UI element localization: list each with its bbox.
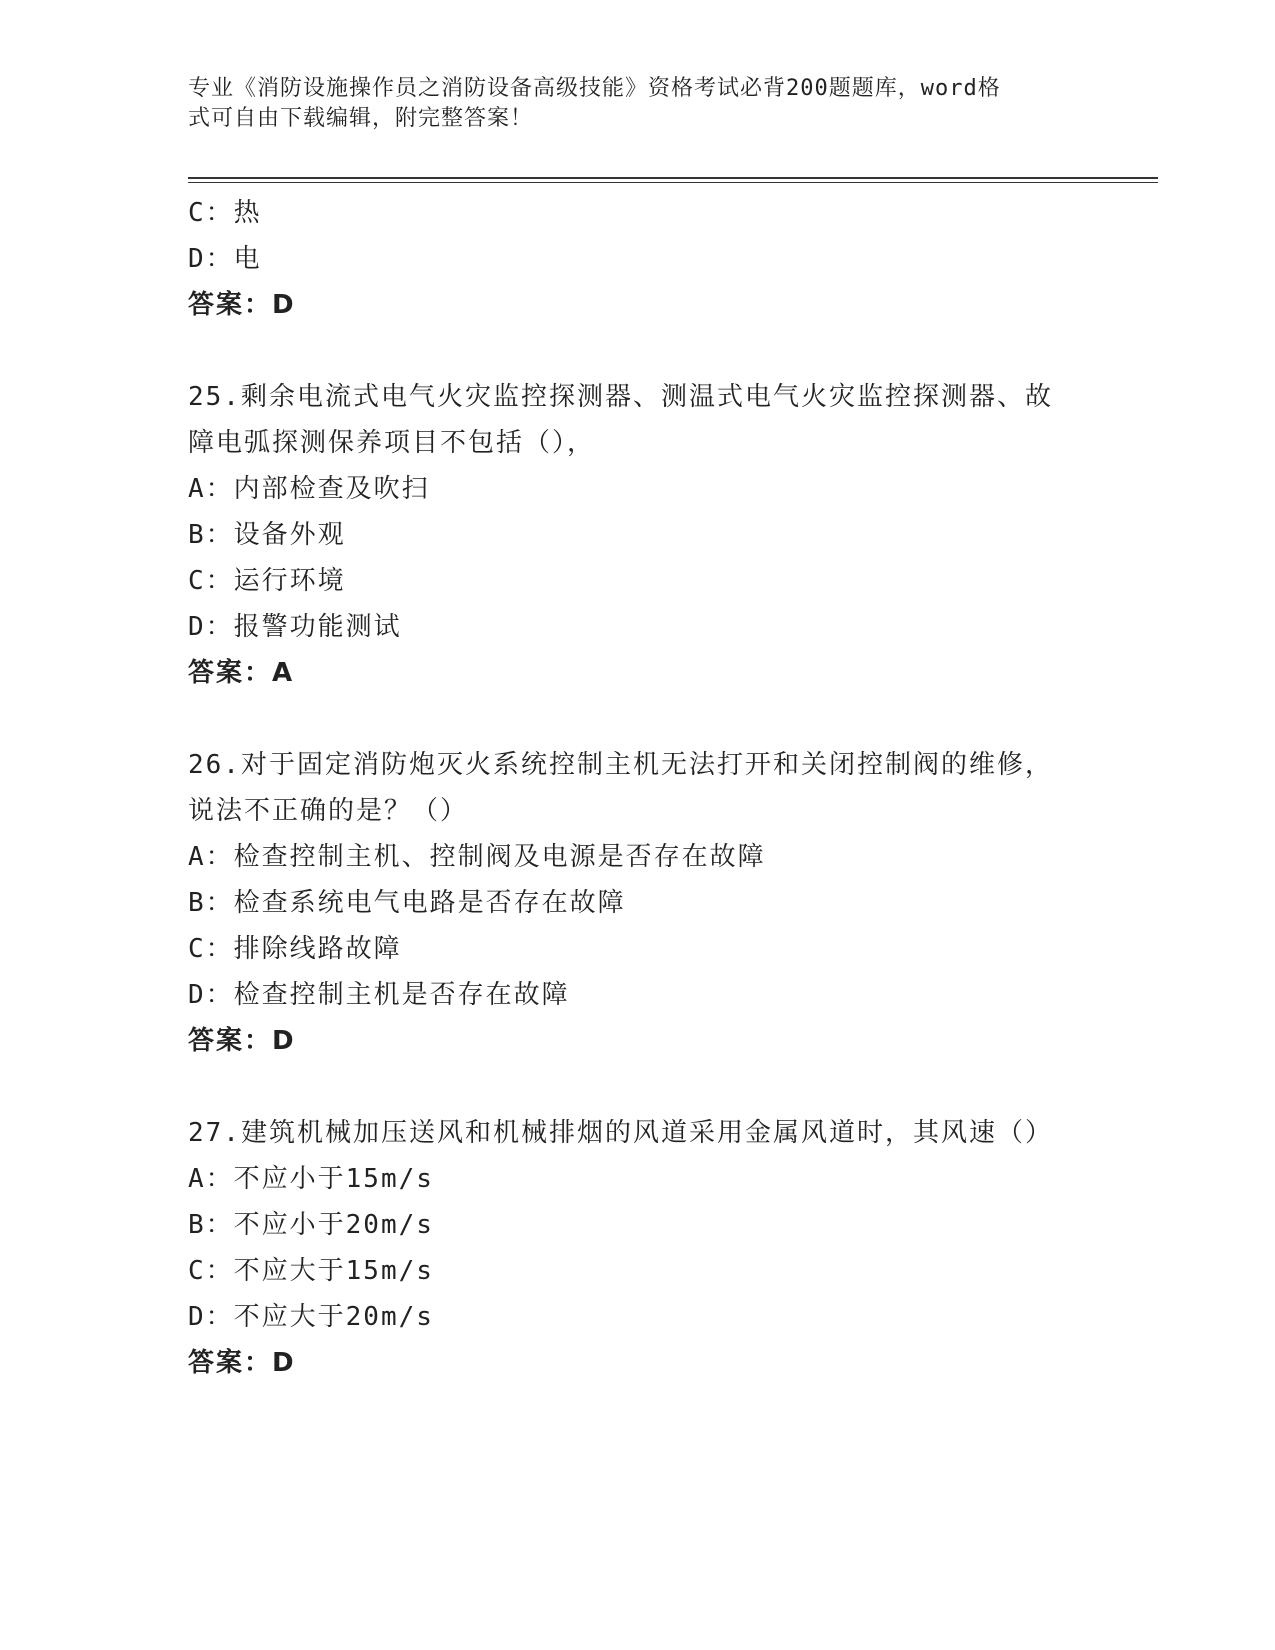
previous-question-tail bbox=[188, 190, 1148, 328]
document-header bbox=[188, 74, 1068, 134]
spacer bbox=[188, 328, 1148, 374]
option-c: C：运行环境 bbox=[188, 566, 346, 596]
header-rule-thick bbox=[188, 177, 1158, 179]
option-d: D：检查控制主机是否存在故障 bbox=[188, 980, 570, 1010]
spacer bbox=[188, 696, 1148, 742]
question-stem-line: 27.建筑机械加压送风和机械排烟的风道采用金属风道时，其风速（） bbox=[188, 1118, 1053, 1148]
answer-label: 答案： bbox=[188, 290, 273, 320]
header-line-2: 式可自由下载编辑，附完整答案！ bbox=[188, 106, 534, 131]
option-b: B：设备外观 bbox=[188, 520, 346, 550]
answer-value: D bbox=[272, 1026, 296, 1056]
option-c: C：排除线路故障 bbox=[188, 934, 402, 964]
option-d: D：报警功能测试 bbox=[188, 612, 402, 642]
question-stem-line: 25.剩余电流式电气火灾监控探测器、测温式电气火灾监控探测器、故 bbox=[188, 382, 1053, 412]
option-d: D：电 bbox=[188, 244, 262, 274]
question-content bbox=[188, 190, 1148, 1386]
header-rule-thin bbox=[188, 182, 1158, 183]
question-stem-line: 说法不正确的是？（） bbox=[188, 796, 469, 826]
question-27 bbox=[188, 1110, 1148, 1386]
question-stem-line: 26.对于固定消防炮灭火系统控制主机无法打开和关闭控制阀的维修， bbox=[188, 750, 1053, 780]
option-a: A：不应小于15m/s bbox=[188, 1164, 434, 1194]
answer-value: A bbox=[272, 658, 295, 688]
option-c: C：不应大于15m/s bbox=[188, 1256, 434, 1286]
answer-line bbox=[188, 1340, 1148, 1386]
option-a: A：内部检查及吹扫 bbox=[188, 474, 430, 504]
answer-line bbox=[188, 1018, 1148, 1064]
option-c: C：热 bbox=[188, 198, 262, 228]
answer-value: D bbox=[272, 1348, 296, 1378]
answer-line bbox=[188, 282, 1148, 328]
option-d: D：不应大于20m/s bbox=[188, 1302, 434, 1332]
option-b: B：不应小于20m/s bbox=[188, 1210, 434, 1240]
header-line-1: 专业《消防设施操作员之消防设备高级技能》资格考试必背200题题库，word格 bbox=[188, 76, 1001, 101]
answer-label: 答案： bbox=[188, 1026, 273, 1056]
question-26 bbox=[188, 742, 1148, 1064]
answer-label: 答案： bbox=[188, 658, 273, 688]
answer-label: 答案： bbox=[188, 1348, 273, 1378]
option-a: A：检查控制主机、控制阀及电源是否存在故障 bbox=[188, 842, 766, 872]
option-b: B：检查系统电气电路是否存在故障 bbox=[188, 888, 626, 918]
answer-line bbox=[188, 650, 1148, 696]
question-stem-line: 障电弧探测保养项目不包括（）， bbox=[188, 428, 596, 458]
question-25 bbox=[188, 374, 1148, 696]
answer-value: D bbox=[272, 290, 296, 320]
spacer bbox=[188, 1064, 1148, 1110]
